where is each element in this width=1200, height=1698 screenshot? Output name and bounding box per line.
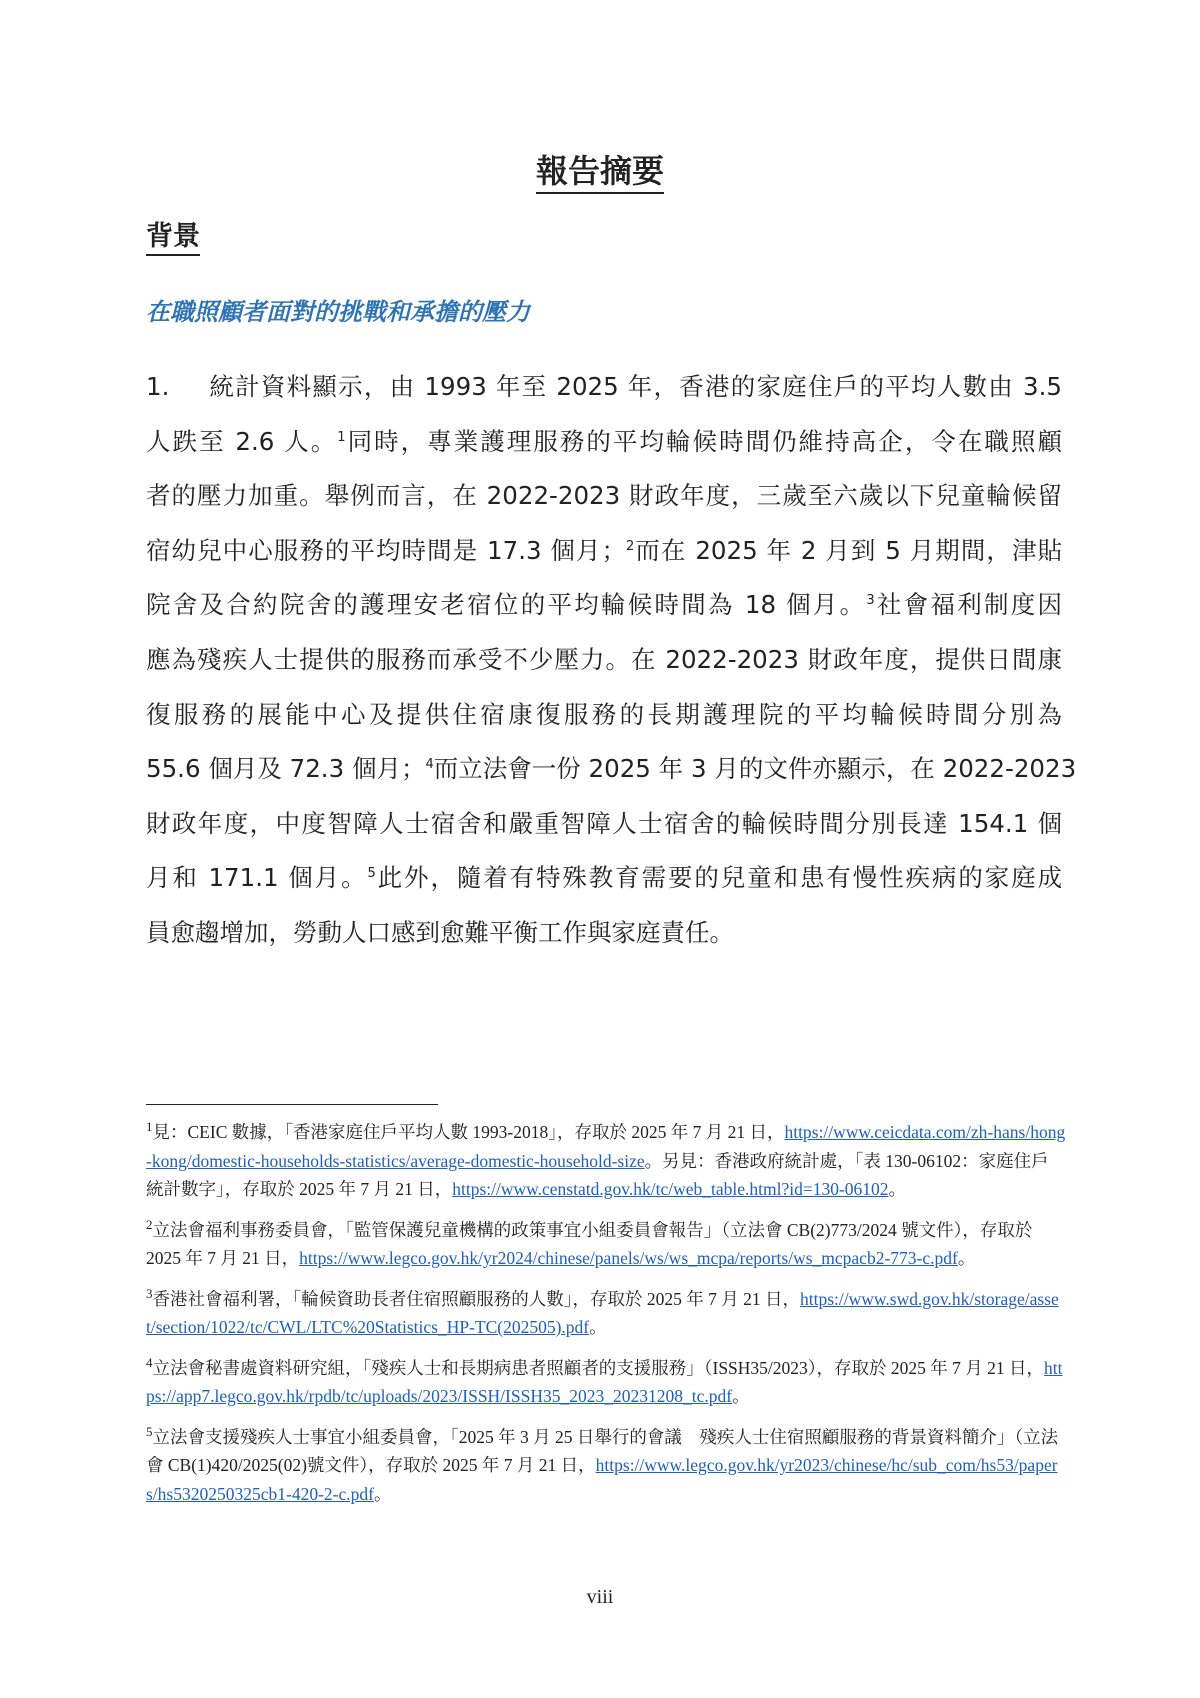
footnote-ref[interactable]: 2 bbox=[626, 538, 635, 554]
body-paragraph bbox=[146, 360, 1077, 961]
footnote-5: $^5$立法會支援殘疾人士事宜小組委員會，「2025 年 3 月 25 日舉行的會議 殘疾人士住宿照顧服務的背景資料簡介」（立法會 CB(1)420/2025(02)號文件），存取於 2025 年 7 月 21 日，https://www.legco.gov.hk/yr2023/chinese/hc/sub_com/hs53/papers/hs5320250325cb1-420-2-c.pdf。 bbox=[146, 1423, 1059, 1504]
footnote-link[interactable]: https://www.censtatd.gov.hk/tc/web_table.html?id=130-06102 bbox=[452, 1179, 889, 1199]
footnote-ref[interactable]: 3 bbox=[866, 593, 875, 609]
footnote-link[interactable]: https://www.legco.gov.hk/yr2023/chinese/hc/sub_com/hs53/papers/hs5320250325cb1-420-2-c.pdf bbox=[146, 1455, 1058, 1504]
paragraph-line: 月和 171.1 個月。$^5$此外，隨着有特殊教育需要的兒童和患有慢性疾病的家庭成 bbox=[146, 863, 1063, 893]
paragraph-line: 員愈趨增加，勞動人口感到愈難平衡工作與家庭責任。 bbox=[146, 917, 734, 947]
footnote-separator bbox=[146, 1104, 438, 1105]
footnote-1: $^1$見：CEIC 數據，「香港家庭住戶平均人數 1993-2018」，存取於 2025 年 7 月 21 日，https://www.ceicdata.com/zh-hans/hong-kong/domestic-households-statistics/average-domestic-household-size。另見：香港政府統計處，「表 130-06102：家庭住戶統計數字」，存取於 2025 年 7 月 21 日，https://www.censtatd.gov.hk/tc/web_table.html?id=130-06102。 bbox=[146, 1119, 1066, 1199]
paragraph-line: 復服務的展能中心及提供住宿康復服務的長期護理院的平均輪候時間分別為 bbox=[146, 699, 1062, 729]
paragraph-line: 院舍及合約院舍的護理安老宿位的平均輪候時間為 18 個月。$^3$社會福利制度因 bbox=[146, 590, 1063, 620]
footnote-2: $^2$立法會福利事務委員會，「監管保護兒童機構的政策事宜小組委員會報告」（立法會 CB(2)773/2024 號文件），存取於 2025 年 7 月 21 日，https://www.legco.gov.hk/yr2024/chinese/panels/ws/ws_mcpa/reports/ws_mcpacb2-773-c.pdf。 bbox=[146, 1216, 1033, 1268]
footnote-ref[interactable]: 5 bbox=[367, 866, 376, 882]
paragraph-line: 者的壓力加重。舉例而言，在 2022-2023 財政年度，三歲至六歲以下兒童輪候留 bbox=[146, 481, 1062, 511]
footnote-4: $^4$立法會秘書處資料研究組，「殘疾人士和長期病患者照顧者的支援服務」（ISSH35/2023），存取於 2025 年 7 月 21 日，https://app7.legco.gov.hk/rpdb/tc/uploads/2023/ISSH/ISSH35_2023_20231208_tc.pdf。 bbox=[146, 1354, 1063, 1406]
section-heading: 背景 bbox=[146, 220, 200, 256]
footnote-ref[interactable]: 4 bbox=[425, 757, 434, 772]
footnote-ref[interactable]: 1 bbox=[337, 429, 346, 445]
page-title: 報告摘要 bbox=[0, 146, 1200, 192]
footnote-link[interactable]: https://www.swd.gov.hk/storage/asset/section/1022/tc/CWL/LTC%20Statistics_HP-TC(202505).pdf bbox=[146, 1288, 1059, 1337]
paragraph-line: 1. 統計資料顯示，由 1993 年至 2025 年，香港的家庭住戶的平均人數由 3.5 bbox=[146, 372, 1062, 401]
paragraph-line: 應為殘疾人士提供的服務而承受不少壓力。在 2022-2023 財政年度，提供日間康 bbox=[146, 644, 1062, 674]
footnote-link[interactable]: https://app7.legco.gov.hk/rpdb/tc/uploads/2023/ISSH/ISSH35_2023_20231208_tc.pdf bbox=[146, 1357, 1063, 1406]
footnote-link[interactable]: https://www.legco.gov.hk/yr2024/chinese/panels/ws/ws_mcpa/reports/ws_mcpacb2-773-c.pdf bbox=[299, 1248, 958, 1268]
subheading: 在職照顧者面對的挑戰和承擔的壓力 bbox=[146, 298, 530, 326]
footnote-3: $^3$香港社會福利署，「輪候資助長者住宿照顧服務的人數」，存取於 2025 年 7 月 21 日，https://www.swd.gov.hk/storage/asset/section/1022/tc/CWL/LTC%20Statistics_HP-TC(202505).pdf。 bbox=[146, 1285, 1059, 1337]
footnote-link[interactable]: https://www.ceicdata.com/zh-hans/hong-kong/domestic-households-statistics/average-domestic-household-size bbox=[146, 1122, 1066, 1171]
paragraph-line: 宿幼兒中心服務的平均時間是 17.3 個月；$^2$而在 2025 年 2 月到 5 月期間，津貼 bbox=[146, 535, 1062, 565]
footnotes bbox=[146, 1118, 1066, 1520]
page-number: viii bbox=[586, 1586, 614, 1608]
paragraph-line: 人跌至 2.6 人。$^1$同時，專業護理服務的平均輪候時間仍維持高企，令在職照顧 bbox=[146, 426, 1062, 456]
paragraph-line: 財政年度，中度智障人士宿舍和嚴重智障人士宿舍的輪候時間分別長達 154.1 個 bbox=[146, 808, 1062, 838]
paragraph-line: 55.6 個月及 72.3 個月；$^4$而立法會一份 2025 年 3 月的文件亦顯示，在 2022-2023 bbox=[146, 754, 1077, 784]
